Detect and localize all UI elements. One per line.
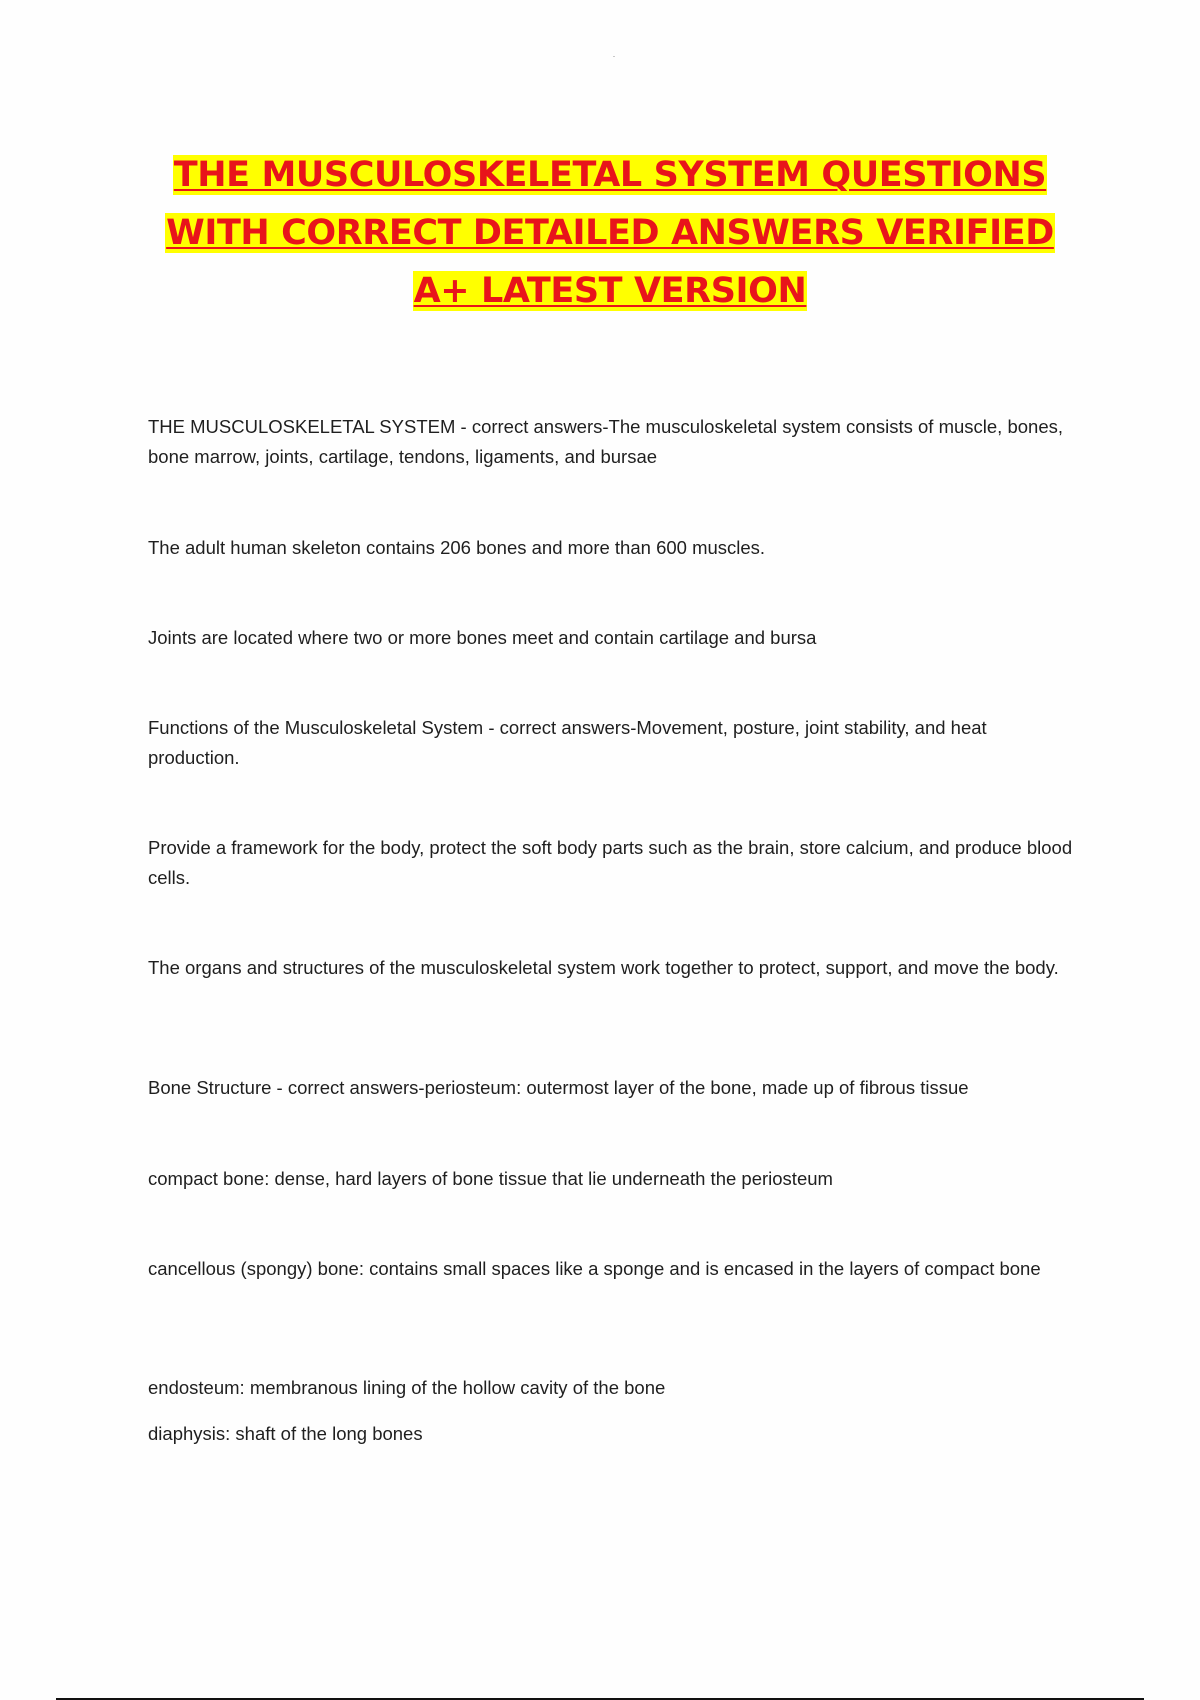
paragraph-adult-skeleton: The adult human skeleton contains 206 bones and more than 600 muscles.	[148, 537, 766, 558]
paragraph-endosteum: endosteum: membranous lining of the hollow cavity of the bone	[148, 1377, 666, 1398]
paragraph-bone-structure: Bone Structure - correct answers-periosteum: outermost layer of the bone, made up of fibrous tissue	[148, 1077, 969, 1098]
title-text: THE MUSCULOSKELETAL SYSTEM QUESTIONS WITH CORRECT DETAILED ANSWERS VERIFIED A+ LATEST VERSION	[166, 155, 1054, 311]
paragraph-framework: Provide a framework for the body, protect the soft body parts such as the brain, store calcium, and produce blood cells.	[148, 837, 1073, 888]
paragraph-cancellous-bone: cancellous (spongy) bone: contains small spaces like a sponge and is encased in the layers of compact bone	[148, 1258, 1041, 1279]
paragraph-functions: Functions of the Musculoskeletal System - correct answers-Movement, posture, joint stability, and heat production.	[148, 717, 987, 768]
paragraph-joints: Joints are located where two or more bones meet and contain cartilage and bursa	[148, 627, 817, 648]
paragraph-diaphysis: diaphysis: shaft of the long bones	[148, 1423, 423, 1444]
document-title	[140, 146, 1080, 320]
paragraph-organs-structures: The organs and structures of the musculoskeletal system work together to protect, support, and move the body.	[148, 957, 1059, 978]
paragraph-musculoskeletal-system: THE MUSCULOSKELETAL SYSTEM - correct answers-The musculoskeletal system consists of muscle, bones, bone marrow, joints, cartilage, tendons, ligaments, and bursae	[148, 416, 1064, 467]
paragraph-compact-bone: compact bone: dense, hard layers of bone tissue that lie underneath the periosteum	[148, 1168, 833, 1189]
scan-artifact	[613, 56, 615, 57]
